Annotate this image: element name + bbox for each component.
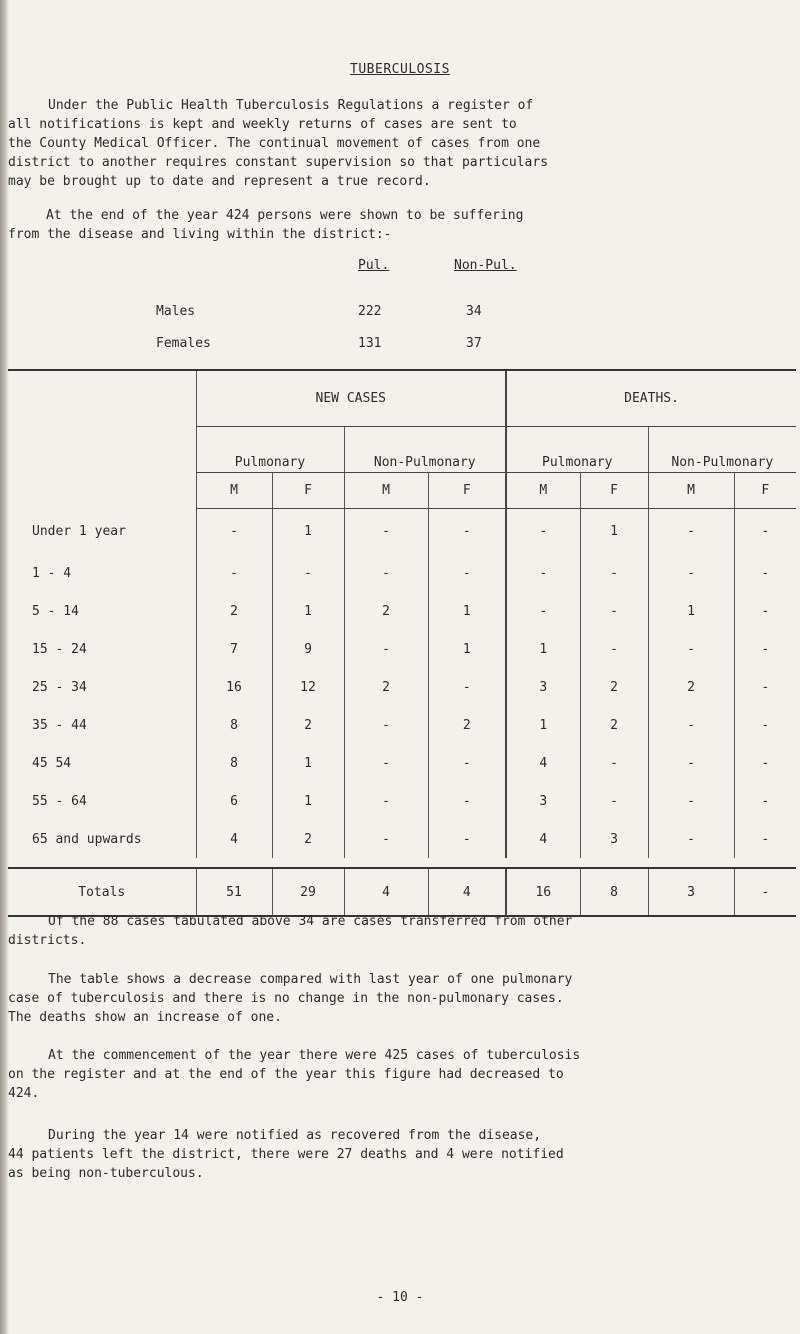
table-cell: - — [506, 592, 580, 630]
sex-header: M — [344, 472, 428, 508]
table-cell: - — [648, 820, 734, 858]
sex-header: F — [272, 472, 344, 508]
table-row — [8, 630, 796, 668]
table-cell: 2 — [580, 668, 648, 706]
table-cell: 1 — [428, 630, 506, 668]
table-cell: 1 — [428, 592, 506, 630]
text-line: Under the Public Health Tuberculosis Regulations a register of — [48, 98, 534, 113]
table-cell: - — [506, 554, 580, 592]
table-cell: 1 — [506, 630, 580, 668]
sex-header: F — [428, 472, 506, 508]
blank-cell — [8, 426, 196, 472]
totals-cell: 4 — [344, 868, 428, 916]
row-label: 1 - 4 — [32, 565, 72, 581]
table-cell: - — [196, 554, 272, 592]
text-line: The deaths show an increase of one. — [8, 1010, 282, 1025]
table-cell: 2 — [648, 668, 734, 706]
text-line: Of the 88 cases tabulated above 34 are cases transferred from other — [48, 914, 573, 929]
table-cell: 2 — [428, 706, 506, 744]
table-cell: - — [344, 554, 428, 592]
table-cell: - — [344, 744, 428, 782]
table-row — [8, 782, 796, 820]
table-cell: 16 — [196, 668, 272, 706]
table-cell: - — [428, 820, 506, 858]
table-cell: 8 — [196, 706, 272, 744]
table-cell: - — [344, 630, 428, 668]
table-row — [8, 554, 796, 592]
table-cell: 1 — [272, 744, 344, 782]
row-label: 35 - 44 — [32, 717, 87, 733]
summary-header-pul: Pul. — [358, 258, 390, 273]
table-cell: - — [580, 782, 648, 820]
totals-cell: 4 — [428, 868, 506, 916]
table-row — [8, 592, 796, 630]
table-cell: - — [648, 554, 734, 592]
text-line: may be brought up to date and represent a true record. — [8, 174, 431, 189]
summary-females-nonpul: 37 — [466, 336, 482, 351]
table-cell: 4 — [506, 820, 580, 858]
summary-label-males: Males — [156, 304, 196, 319]
table-cell: - — [506, 508, 580, 554]
page-title: TUBERCULOSIS — [350, 62, 450, 77]
totals-cell: 16 — [506, 868, 580, 916]
totals-cell: 29 — [272, 868, 344, 916]
spacer-row — [8, 858, 796, 868]
sub-header-new-pulmonary: Pulmonary — [196, 426, 344, 472]
table-cell: 1 — [580, 508, 648, 554]
group-header-deaths: DEATHS. — [506, 370, 796, 426]
table-cell: - — [648, 744, 734, 782]
text-line: case of tuberculosis and there is no change in the non-pulmonary cases. — [8, 991, 564, 1006]
table-cell: - — [580, 554, 648, 592]
table-cell: - — [344, 782, 428, 820]
table-cell: - — [580, 592, 648, 630]
row-label: 25 - 34 — [32, 679, 87, 695]
table-cell: - — [428, 554, 506, 592]
sex-header: M — [648, 472, 734, 508]
table-cell: - — [734, 820, 796, 858]
row-label: 15 - 24 — [32, 641, 87, 657]
group-header-new-cases: NEW CASES — [196, 370, 506, 426]
table-cell: 8 — [196, 744, 272, 782]
sub-header-deaths-non-pulmonary: Non-Pulmonary — [648, 426, 796, 472]
text-line: At the commencement of the year there were 425 cases of tuberculosis — [48, 1048, 581, 1063]
row-label: Under 1 year — [32, 523, 126, 539]
table-cell: - — [344, 820, 428, 858]
corner-cell — [8, 370, 196, 426]
sex-header: M — [506, 472, 580, 508]
table-cell: - — [734, 744, 796, 782]
table-cell: - — [648, 630, 734, 668]
text-line: on the register and at the end of the year this figure had decreased to — [8, 1067, 564, 1082]
totals-cell: 8 — [580, 868, 648, 916]
text-line: 424. — [8, 1086, 40, 1101]
summary-females-pul: 131 — [358, 336, 382, 351]
table-cell: 2 — [272, 820, 344, 858]
text-line: During the year 14 were notified as recovered from the disease, — [48, 1128, 542, 1143]
table-cell: - — [272, 554, 344, 592]
table-cell: 2 — [344, 668, 428, 706]
table-cell: - — [428, 668, 506, 706]
text-line: district to another requires constant supervision so that particulars — [8, 155, 549, 170]
table-row — [8, 508, 796, 554]
summary-label-females: Females — [156, 336, 211, 351]
totals-label: Totals — [8, 868, 196, 916]
paragraph-comparison — [8, 970, 572, 1027]
table-row — [8, 744, 796, 782]
paragraph-register-count — [8, 1046, 580, 1103]
table-cell: - — [196, 508, 272, 554]
paragraph-register — [8, 96, 548, 191]
table-cell: - — [734, 508, 796, 554]
summary-header-nonpul: Non-Pul. — [454, 258, 517, 273]
totals-cell: - — [734, 868, 796, 916]
blank-cell — [8, 472, 196, 508]
text-line: districts. — [8, 933, 87, 948]
table-cell: 2 — [344, 592, 428, 630]
table-cell: - — [734, 706, 796, 744]
table-row — [8, 706, 796, 744]
table-cell: - — [734, 668, 796, 706]
paragraph-movements — [8, 1126, 564, 1183]
table-cell: - — [648, 706, 734, 744]
row-label: 55 - 64 — [32, 793, 87, 809]
row-label: 65 and upwards — [32, 831, 142, 847]
text-line: the County Medical Officer. The continual movement of cases from one — [8, 136, 541, 151]
table-cell: 1 — [272, 782, 344, 820]
table-cell: 9 — [272, 630, 344, 668]
sub-header-new-non-pulmonary: Non-Pulmonary — [344, 426, 506, 472]
table-cell: 1 — [648, 592, 734, 630]
table-cell: 3 — [580, 820, 648, 858]
text-line: At the end of the year 424 persons were shown to be suffering — [46, 208, 524, 223]
table-cell: - — [648, 782, 734, 820]
text-line: as being non-tuberculous. — [8, 1166, 204, 1181]
row-label: 5 - 14 — [32, 603, 79, 619]
table-cell: 3 — [506, 782, 580, 820]
table-cell: 6 — [196, 782, 272, 820]
sub-header-deaths-pulmonary: Pulmonary — [506, 426, 648, 472]
table-cell: 1 — [272, 592, 344, 630]
table-cell: - — [428, 782, 506, 820]
summary-males-pul: 222 — [358, 304, 382, 319]
cases-deaths-table — [8, 369, 796, 917]
table-cell: - — [428, 508, 506, 554]
table-cell: 2 — [272, 706, 344, 744]
table-cell: - — [734, 592, 796, 630]
table-cell: 2 — [196, 592, 272, 630]
table-cell: 3 — [506, 668, 580, 706]
totals-cell: 51 — [196, 868, 272, 916]
table-cell: - — [580, 630, 648, 668]
text-line: from the disease and living within the district:- — [8, 227, 392, 242]
summary-males-nonpul: 34 — [466, 304, 482, 319]
table-cell: - — [428, 744, 506, 782]
table-cell: 7 — [196, 630, 272, 668]
sex-header: F — [580, 472, 648, 508]
text-line: all notifications is kept and weekly returns of cases are sent to — [8, 117, 517, 132]
sex-header: M — [196, 472, 272, 508]
table-cell: - — [648, 508, 734, 554]
table-row — [8, 668, 796, 706]
table-cell: - — [344, 508, 428, 554]
table-cell: - — [580, 744, 648, 782]
sex-header: F — [734, 472, 796, 508]
table-cell: 1 — [506, 706, 580, 744]
table-cell: 12 — [272, 668, 344, 706]
paragraph-year-end — [8, 206, 523, 244]
table-cell: - — [734, 630, 796, 668]
table-cell: - — [734, 554, 796, 592]
row-label: 45 54 — [32, 755, 72, 771]
table-cell: 1 — [272, 508, 344, 554]
table-cell: - — [344, 706, 428, 744]
table-row — [8, 820, 796, 858]
table-cell: 4 — [196, 820, 272, 858]
text-line: 44 patients left the district, there were 27 deaths and 4 were notified — [8, 1147, 564, 1162]
text-line: The table shows a decrease compared with last year of one pulmonary — [48, 972, 573, 987]
table-cell: 2 — [580, 706, 648, 744]
totals-cell: 3 — [648, 868, 734, 916]
table-cell: - — [734, 782, 796, 820]
paragraph-transferred — [8, 912, 572, 950]
page-number: - 10 - — [376, 1290, 424, 1305]
table-cell: 4 — [506, 744, 580, 782]
